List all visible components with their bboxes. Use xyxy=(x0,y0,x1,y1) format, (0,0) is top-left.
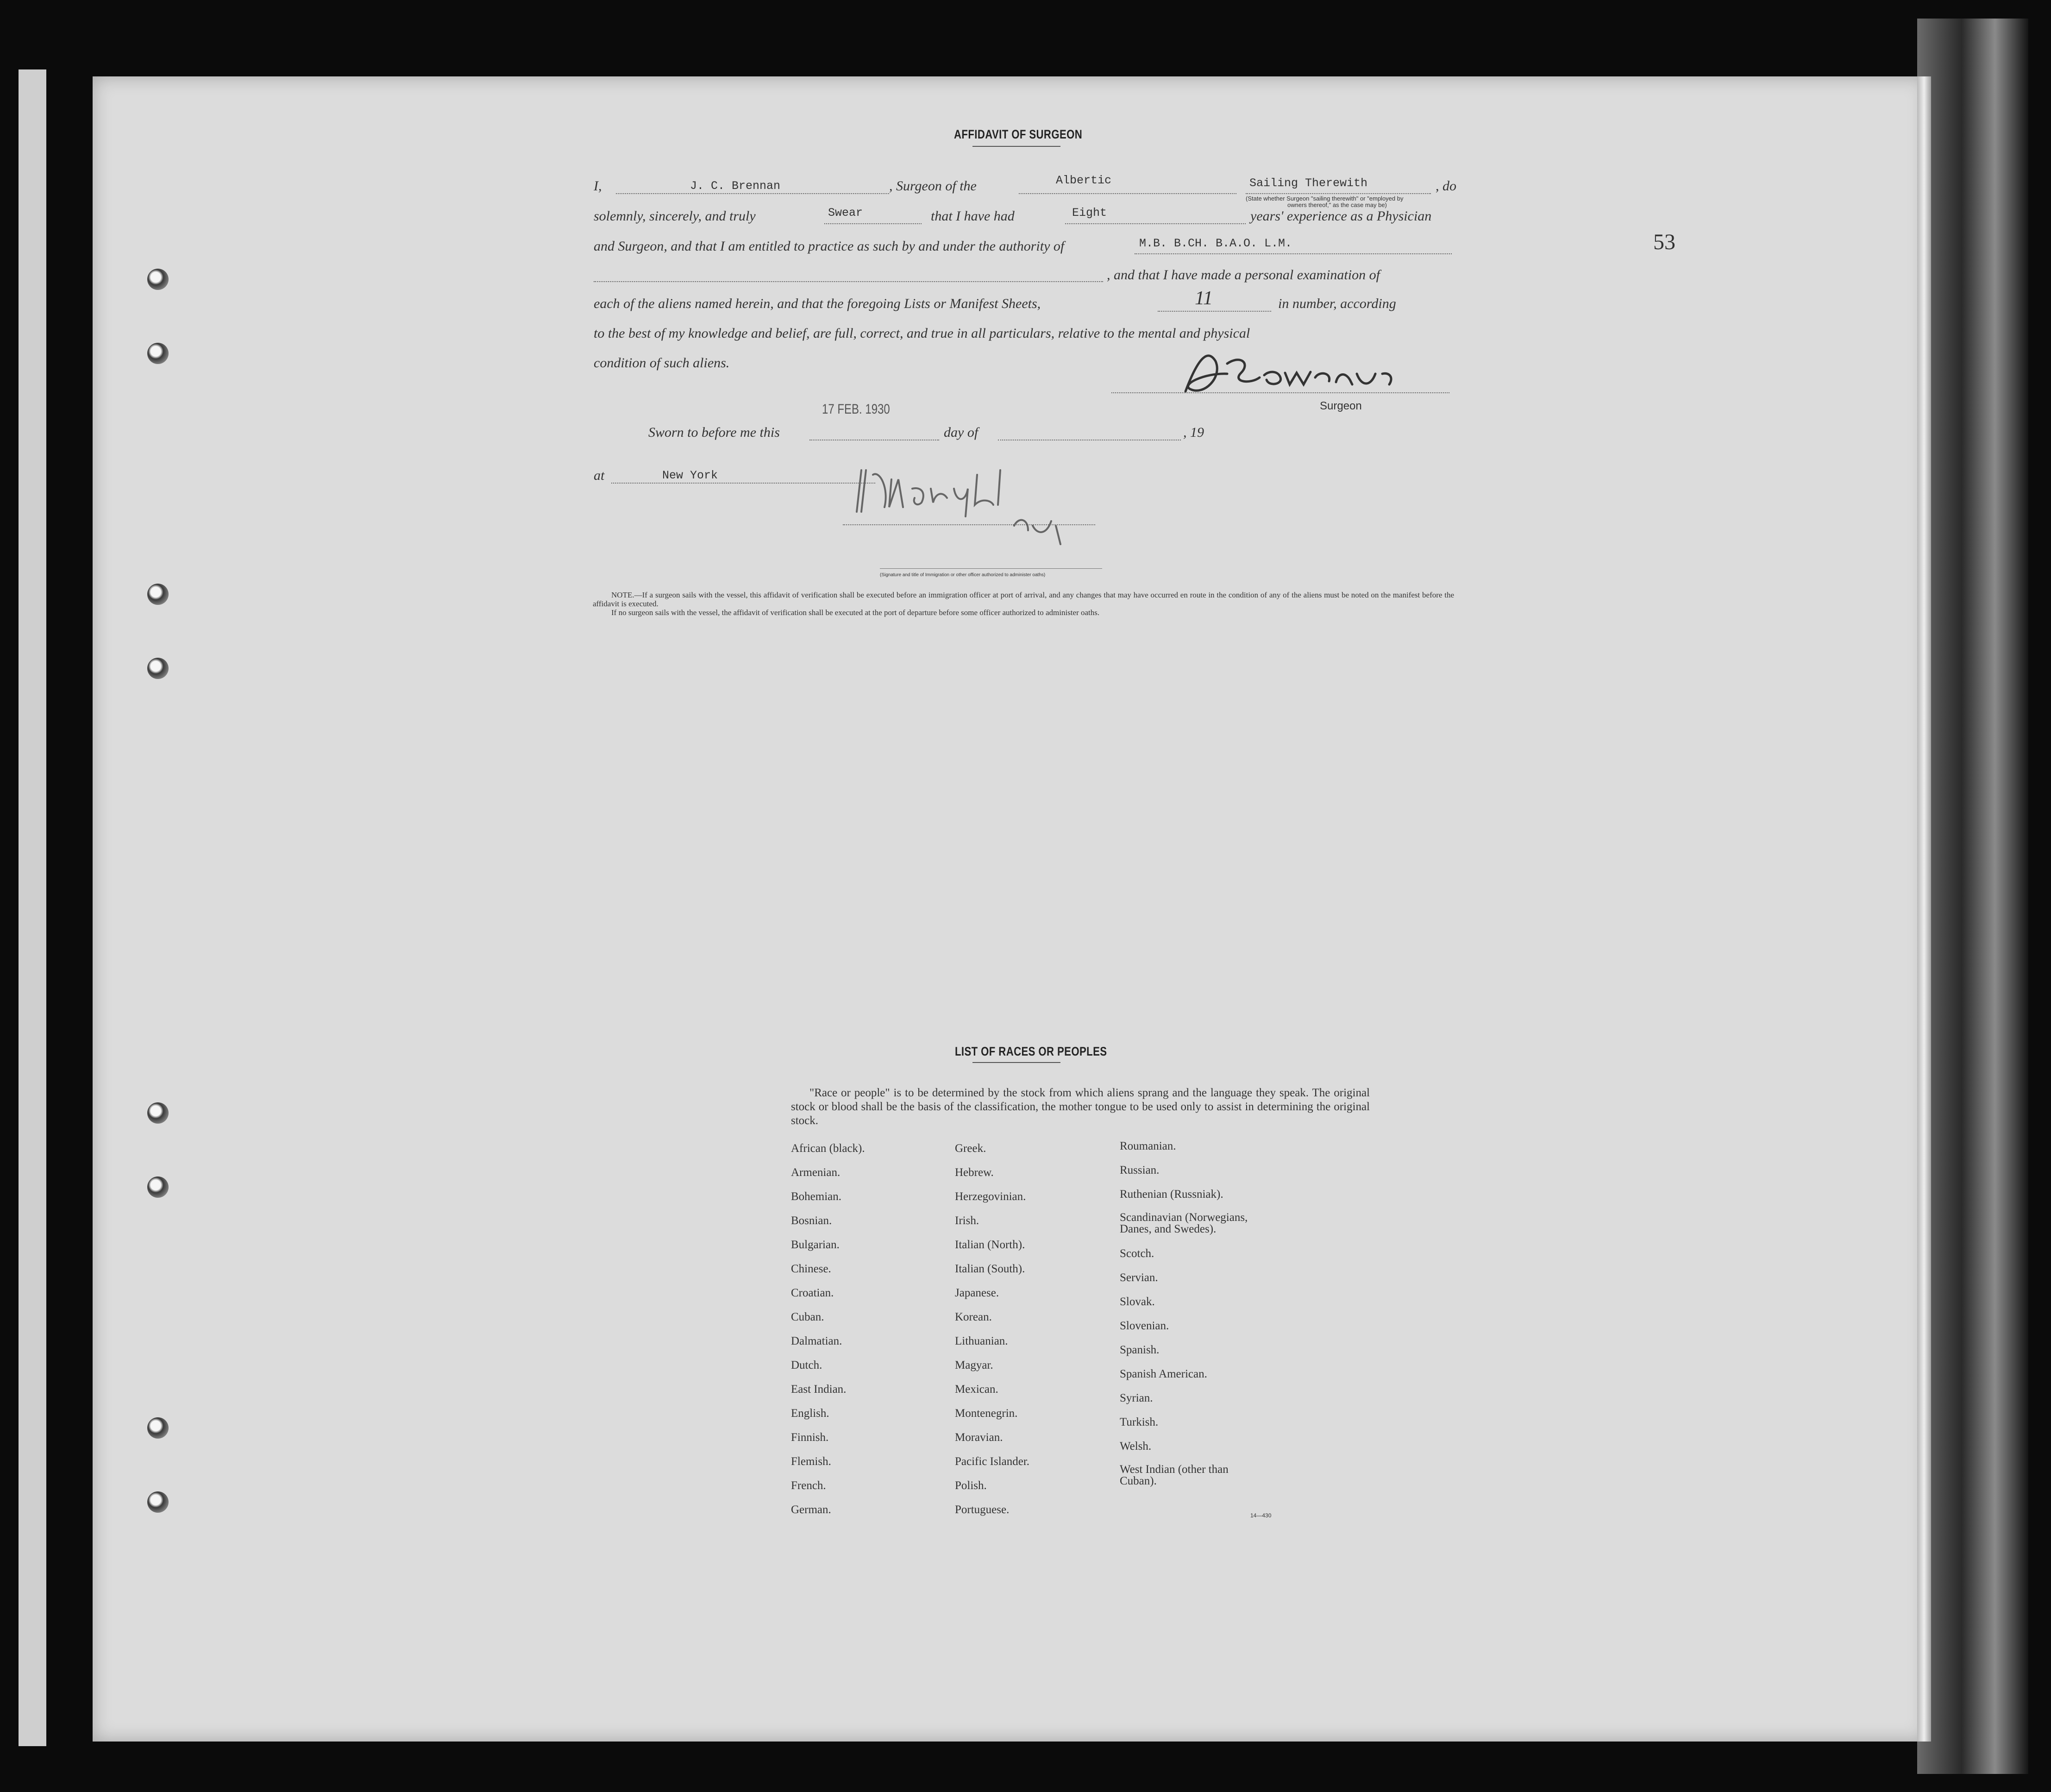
race-item: Spanish. xyxy=(1120,1344,1160,1356)
race-item: Ruthenian (Russniak). xyxy=(1120,1188,1223,1201)
years-blank xyxy=(1065,223,1246,224)
race-item: Bosnian. xyxy=(791,1214,832,1227)
vessel-name: Albertic xyxy=(1056,174,1112,187)
race-item: Syrian. xyxy=(1120,1392,1153,1404)
race-item: Moravian. xyxy=(955,1431,1003,1444)
line6-text: to the best of my knowledge and belief, are full, correct, and true in all particulars, relative to the mental and physical xyxy=(594,326,1250,341)
binder-hole-icon xyxy=(147,1491,169,1513)
name-blank xyxy=(616,193,889,194)
surgeon-signature xyxy=(1172,345,1449,410)
line3-text: and Surgeon, and that I am entitled to practice as such by and under the authority of xyxy=(594,239,1065,254)
race-item: Scotch. xyxy=(1120,1247,1154,1260)
manifest-page xyxy=(93,76,1926,1742)
at-text: at xyxy=(594,468,605,483)
surgeon-label: Surgeon xyxy=(1320,400,1362,412)
sheets-blank xyxy=(1158,311,1271,312)
race-item: Scandinavian (Norwegians, Danes, and Swedes). xyxy=(1120,1211,1248,1235)
races-intro: "Race or people" is to be determined by the stock from which aliens sprang and the language they speak. The original stock or blood shall be the basis of the classification, the mother tongue to be used only to assist in determining the original stock. xyxy=(791,1087,1370,1127)
oath-type: Swear xyxy=(828,206,863,220)
race-item: Korean. xyxy=(955,1311,992,1323)
race-item: Portuguese. xyxy=(955,1503,1010,1516)
race-item: Bohemian. xyxy=(791,1190,842,1203)
race-item: Armenian. xyxy=(791,1166,840,1179)
affidavit-note xyxy=(593,591,1454,617)
surgeon-of-text: , Surgeon of the xyxy=(889,178,977,194)
race-item: Magyar. xyxy=(955,1359,993,1371)
line4-text: , and that I have made a personal examination of xyxy=(1107,267,1380,283)
race-item: Mexican. xyxy=(955,1383,998,1396)
line2-text-b: that I have had xyxy=(931,208,1015,224)
authority-continued-blank xyxy=(594,281,1103,282)
race-item: Servian. xyxy=(1120,1271,1158,1284)
affidavit-title: AFFIDAVIT OF SURGEON xyxy=(954,127,1083,141)
binder-hole-icon xyxy=(147,1102,169,1124)
sheet-count: 11 xyxy=(1195,288,1213,309)
surgeon-name: J. C. Brennan xyxy=(690,179,781,193)
race-item: Finnish. xyxy=(791,1431,829,1444)
race-item: English. xyxy=(791,1407,829,1420)
binder-hole-icon xyxy=(147,1417,169,1439)
race-item: Dutch. xyxy=(791,1359,822,1371)
race-item: Lithuanian. xyxy=(955,1335,1008,1347)
race-item: Bulgarian. xyxy=(791,1239,840,1251)
line7-text: condition of such aliens. xyxy=(594,355,730,371)
race-item: Cuban. xyxy=(791,1311,824,1323)
years-experience: Eight xyxy=(1072,206,1107,220)
authority-blank xyxy=(1135,253,1452,254)
binder-hole-icon xyxy=(147,269,169,290)
binder-hole-icon xyxy=(147,658,169,679)
line5-text: each of the aliens named herein, and that the foregoing Lists or Manifest Sheets, xyxy=(594,296,1041,311)
race-item: German. xyxy=(791,1503,831,1516)
races-title-rule xyxy=(972,1062,1060,1063)
races-column-3 xyxy=(1120,1139,1277,1491)
binder-rail-right xyxy=(1917,19,2028,1774)
date-stamp: 17 FEB. 1930 xyxy=(822,402,890,417)
officer-signature xyxy=(834,461,1093,553)
race-item: West Indian (other than Cuban). xyxy=(1120,1463,1229,1487)
race-item: Greek. xyxy=(955,1142,986,1155)
race-item: Italian (North). xyxy=(955,1239,1025,1251)
race-item: East Indian. xyxy=(791,1383,847,1396)
sailing-blank xyxy=(1246,193,1431,194)
race-item: Spanish American. xyxy=(1120,1368,1207,1380)
sworn-text: Sworn to before me this xyxy=(648,425,780,440)
line2-text: solemnly, sincerely, and truly xyxy=(594,208,756,224)
note-paragraph-1: NOTE.—If a surgeon sails with the vessel, this affidavit of verification shall be executed before an immigration officer at port of arrival, and any changes that may have occurred en route in the condition of any of the aliens must be noted on the manifest before the affidavit is executed. xyxy=(593,591,1454,608)
race-item: Irish. xyxy=(955,1214,979,1227)
vessel-blank xyxy=(1019,193,1236,194)
title-rule xyxy=(972,146,1060,147)
race-item: French. xyxy=(791,1479,826,1492)
race-item: African (black). xyxy=(791,1142,865,1155)
practice-authority: M.B. B.CH. B.A.O. L.M. xyxy=(1139,237,1292,250)
do-text: , do xyxy=(1436,178,1456,194)
race-item: Italian (South). xyxy=(955,1263,1025,1275)
race-item: Japanese. xyxy=(955,1287,999,1299)
sailing-note-2: owners thereof," as the case may be) xyxy=(1287,201,1387,208)
sailing-status: Sailing Therewith xyxy=(1249,176,1368,190)
binder-hole-icon xyxy=(147,584,169,605)
race-item: Pacific Islander. xyxy=(955,1455,1030,1468)
race-item: Turkish. xyxy=(1120,1416,1159,1428)
race-item: Welsh. xyxy=(1120,1440,1152,1452)
officer-caption: (Signature and title of Immigration or other officer authorized to administer oaths) xyxy=(880,572,1046,578)
race-item: Slovak. xyxy=(1120,1295,1155,1308)
race-item: Roumanian. xyxy=(1120,1140,1176,1152)
races-column-1 xyxy=(791,1142,865,1527)
officer-caption-rule xyxy=(880,568,1102,569)
race-item: Herzegovinian. xyxy=(955,1190,1026,1203)
line5-text-b: in number, according xyxy=(1278,296,1396,311)
line2-text-c: years' experience as a Physician xyxy=(1250,208,1432,224)
affidavit-prefix: I, xyxy=(594,178,602,194)
day-of-text: day of xyxy=(944,425,978,440)
races-title: LIST OF RACES OR PEOPLES xyxy=(955,1044,1107,1058)
binder-rail-left xyxy=(19,69,46,1746)
sworn-place: New York xyxy=(662,469,718,482)
race-item: Russian. xyxy=(1120,1164,1160,1176)
surgeon-signature-line xyxy=(1111,392,1449,393)
race-item: Polish. xyxy=(955,1479,987,1492)
race-item: Slovenian. xyxy=(1120,1320,1169,1332)
binder-hole-icon xyxy=(147,343,169,364)
note-paragraph-2: If no surgeon sails with the vessel, the affidavit of verification shall be executed at the port of departure before some officer authorized to administer oaths. xyxy=(611,608,1100,617)
race-item: Dalmatian. xyxy=(791,1335,842,1347)
sailing-note: (State whether Surgeon "sailing therewith" or "employed by xyxy=(1246,195,1404,202)
binder-hole-icon xyxy=(147,1176,169,1198)
page-number: 53 xyxy=(1653,230,1675,254)
page-edge xyxy=(1917,76,1931,1742)
year-prefix: , 19 xyxy=(1183,425,1204,440)
race-item: Flemish. xyxy=(791,1455,831,1468)
race-item: Hebrew. xyxy=(955,1166,994,1179)
race-item: Croatian. xyxy=(791,1287,834,1299)
race-item: Montenegrin. xyxy=(955,1407,1018,1420)
form-number: 14—430 xyxy=(1250,1512,1272,1519)
officer-signature-line xyxy=(843,524,1095,525)
race-item: Chinese. xyxy=(791,1263,831,1275)
oath-blank xyxy=(824,223,922,224)
races-column-2 xyxy=(955,1142,1029,1527)
